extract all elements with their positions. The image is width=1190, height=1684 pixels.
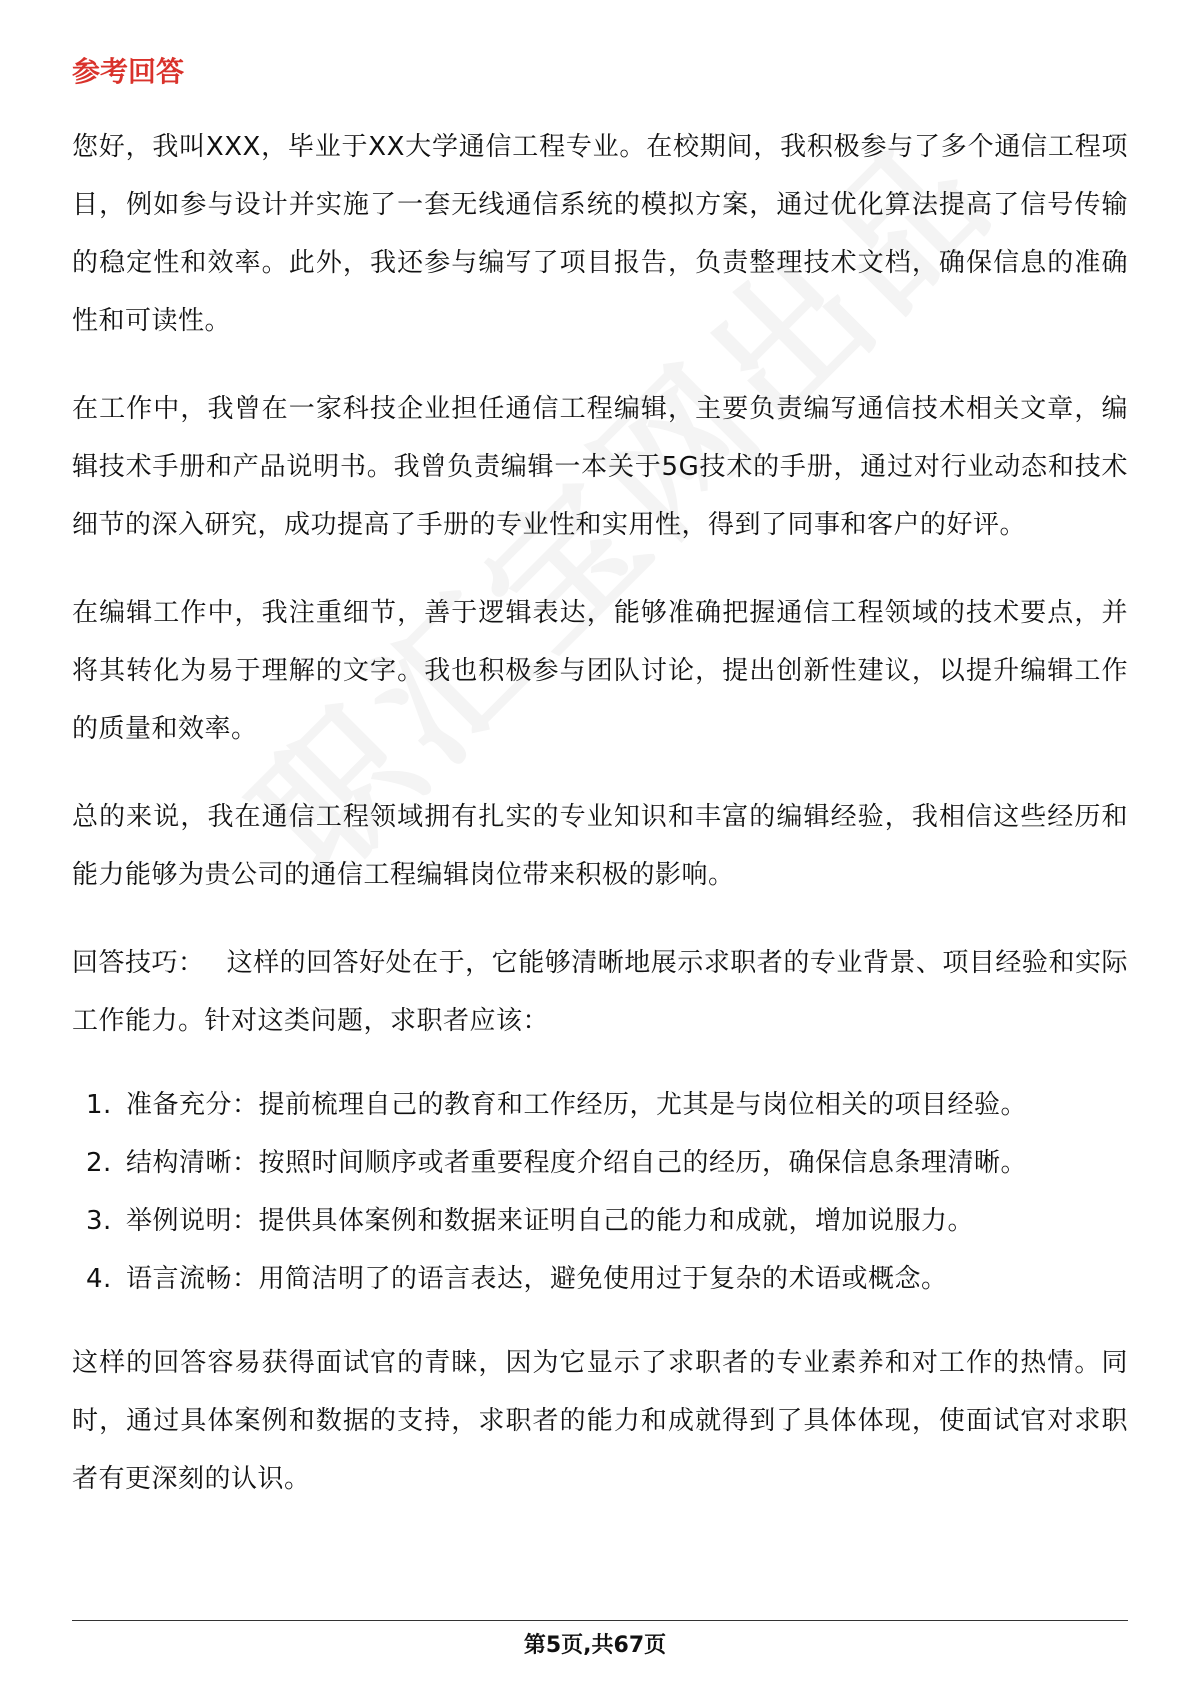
page-number: 第5页,共67页 [523, 1633, 667, 1658]
paragraph: 总的来说，我在通信工程领域拥有扎实的专业知识和丰富的编辑经验，我相信这些经历和能力能够为贵公司的通信工程编辑岗位带来积极的影响。 [72, 802, 1128, 890]
document-body [72, 118, 1128, 1538]
paragraph: 在编辑工作中，我注重细节，善于逻辑表达，能够准确把握通信工程领域的技术要点，并将其转化为易于理解的文字。我也积极参与团队讨论，提出创新性建议，以提升编辑工作的质量和效率。 [72, 598, 1128, 744]
section-title: 参考回答 [72, 55, 185, 88]
list-item-text: 举例说明：提供具体案例和数据来证明自己的能力和成就，增加说服力。 [126, 1206, 975, 1236]
list-number: 2. [86, 1148, 112, 1178]
list-item [72, 1076, 1128, 1134]
list-number: 4. [86, 1264, 112, 1294]
tips-text: 这样的回答好处在于，它能够清晰地展示求职者的专业背景、项目经验和实际工作能力。针对这类问题，求职者应该： [72, 948, 1128, 1036]
paragraph: 在工作中，我曾在一家科技企业担任通信工程编辑，主要负责编写通信技术相关文章，编辑技术手册和产品说明书。我曾负责编辑一本关于5G技术的手册，通过对行业动态和技术细节的深入研究，成功提高了手册的专业性和实用性，得到了同事和客户的好评。 [72, 394, 1128, 540]
list-number: 1. [86, 1090, 112, 1120]
list-number: 3. [86, 1206, 112, 1236]
list-item-text: 语言流畅：用简洁明了的语言表达，避免使用过于复杂的术语或概念。 [126, 1264, 948, 1294]
paragraph: 您好，我叫XXX，毕业于XX大学通信工程专业。在校期间，我积极参与了多个通信工程项目，例如参与设计并实施了一套无线通信系统的模拟方案，通过优化算法提高了信号传输的稳定性和效率。此外，我还参与编写了项目报告，负责整理技术文档，确保信息的准确性和可读性。 [72, 132, 1128, 336]
list-item-text: 结构清晰：按照时间顺序或者重要程度介绍自己的经历，确保信息条理清晰。 [126, 1148, 1028, 1178]
answer-tips [72, 934, 1128, 1050]
list-item [72, 1192, 1128, 1250]
list-item [72, 1250, 1128, 1308]
tips-label: 回答技巧： [72, 948, 205, 978]
list-item [72, 1134, 1128, 1192]
footer-divider [72, 1620, 1128, 1621]
closing-paragraph: 这样的回答容易获得面试官的青睐，因为它显示了求职者的专业素养和对工作的热情。同时，通过具体案例和数据的支持，求职者的能力和成就得到了具体体现，使面试官对求职者有更深刻的认识。 [72, 1348, 1128, 1494]
list-item-text: 准备充分：提前梳理自己的教育和工作经历，尤其是与岗位相关的项目经验。 [126, 1090, 1028, 1120]
tips-list [72, 1076, 1128, 1308]
